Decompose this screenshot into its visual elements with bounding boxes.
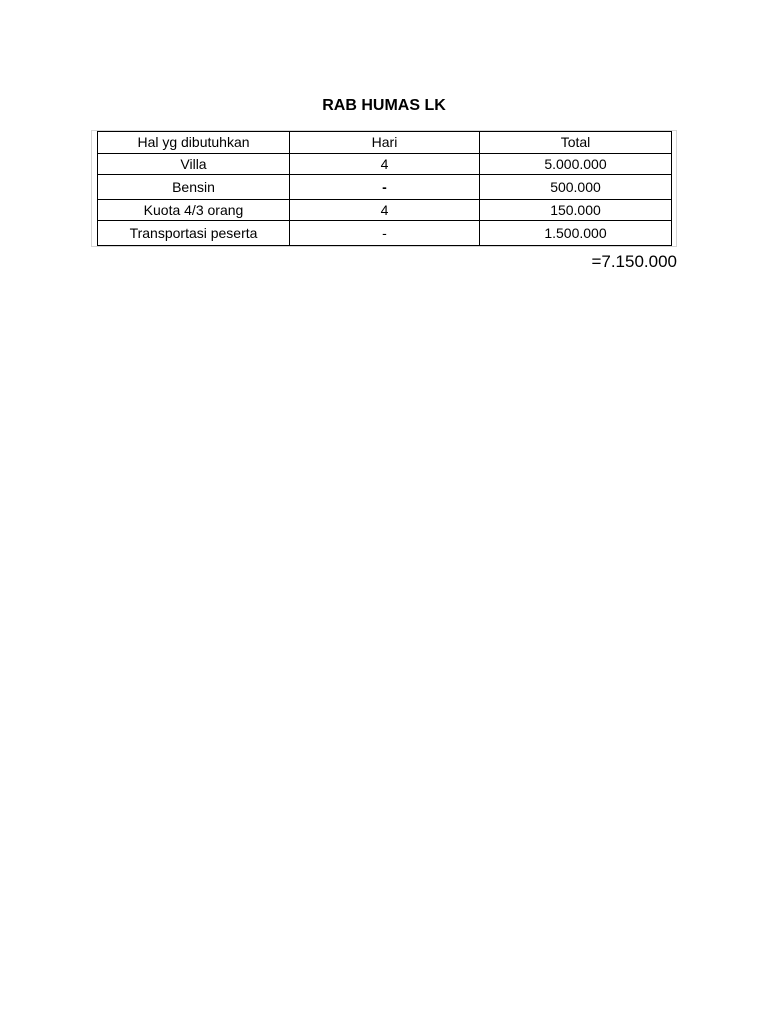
header-days: Hari — [290, 132, 480, 154]
header-total: Total — [480, 132, 672, 154]
cell-days: - — [290, 175, 480, 200]
header-item: Hal yg dibutuhkan — [98, 132, 290, 154]
budget-table — [97, 131, 672, 246]
table-row — [98, 200, 672, 221]
grand-total: =7.150.000 — [591, 252, 677, 271]
page-title: RAB HUMAS LK — [322, 97, 446, 114]
table-row — [98, 154, 672, 175]
cell-item: Transportasi peserta — [98, 221, 290, 246]
table-row — [98, 221, 672, 246]
cell-item: Bensin — [98, 175, 290, 200]
cell-days: 4 — [290, 200, 480, 221]
table-row — [98, 175, 672, 200]
cell-days: - — [290, 221, 480, 246]
cell-days: 4 — [290, 154, 480, 175]
cell-total: 150.000 — [480, 200, 672, 221]
cell-total: 500.000 — [480, 175, 672, 200]
cell-total: 1.500.000 — [480, 221, 672, 246]
table-header-row — [98, 132, 672, 154]
cell-item: Villa — [98, 154, 290, 175]
cell-total: 5.000.000 — [480, 154, 672, 175]
cell-item: Kuota 4/3 orang — [98, 200, 290, 221]
